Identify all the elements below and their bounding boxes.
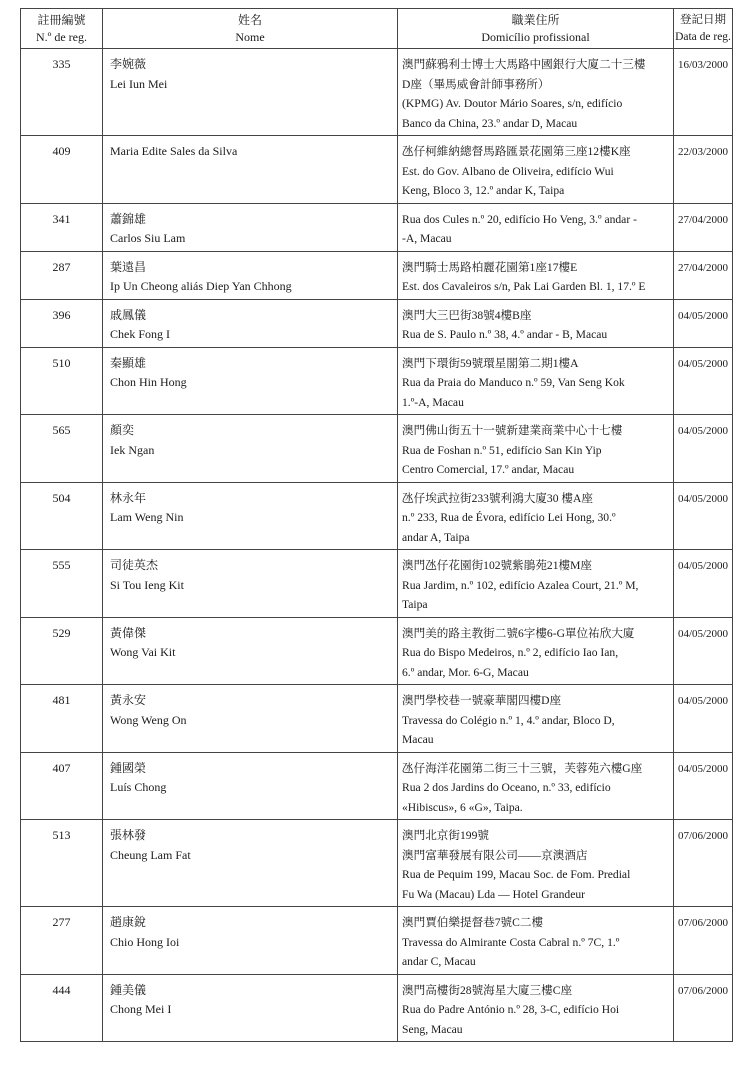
date-cell xyxy=(674,482,733,550)
table-row xyxy=(21,685,733,753)
address-line: 澳門佛山街五十一號新建業商業中心十七樓 xyxy=(402,424,623,437)
reg-number: 277 xyxy=(52,915,71,929)
address-line: 澳門富華發展有限公司——京澳酒店 xyxy=(402,848,588,862)
address-line: 1.º-A, Macau xyxy=(402,395,464,409)
table-row xyxy=(21,752,733,820)
header-name-pt: Nome xyxy=(235,30,265,44)
name-cell xyxy=(103,482,398,550)
name-portuguese: Si Tou Ieng Kit xyxy=(110,577,184,592)
address-cell xyxy=(398,907,674,975)
table-row xyxy=(21,820,733,907)
table-row xyxy=(21,203,733,251)
name-cell xyxy=(103,752,398,820)
name-portuguese: Ip Un Cheong aliás Diep Yan Chhong xyxy=(110,279,292,293)
address-line: n.º 233, Rua de Évora, edifício Lei Hong, 30.º xyxy=(402,511,616,524)
address-line: andar A, Taipa xyxy=(402,530,470,544)
name-portuguese: Luís Chong xyxy=(110,780,167,794)
registration-date: 07/06/2000 xyxy=(677,984,729,997)
registration-date: 04/05/2000 xyxy=(677,309,729,322)
header-name-zh: 姓名 xyxy=(237,13,262,27)
name-cell xyxy=(103,685,398,753)
address-cell xyxy=(398,617,674,685)
reg-number: 341 xyxy=(52,211,71,226)
address-line: Rua do Bispo Medeiros, n.º 2, edifício Iao Ian, xyxy=(402,646,619,659)
name-chinese: 葉遠昌 xyxy=(110,259,147,274)
name-cell xyxy=(103,974,398,1042)
address-line: 澳門氹仔花園街102號紫鵑苑21樓M座 xyxy=(402,559,593,572)
name-portuguese: Lam Weng Nin xyxy=(110,510,184,524)
date-cell xyxy=(674,415,733,483)
reg-number: 287 xyxy=(52,259,71,274)
reg-number: 396 xyxy=(52,307,71,322)
date-cell xyxy=(674,299,733,347)
date-cell xyxy=(674,136,733,204)
name-chinese: 鍾美儀 xyxy=(110,982,147,997)
registry-table xyxy=(20,8,733,1042)
address-line: Est. dos Cavaleiros s/n, Pak Lai Garden Bl. 1, 17.º E xyxy=(402,280,646,293)
name-chinese: 黃偉傑 xyxy=(110,625,147,640)
registration-date: 07/06/2000 xyxy=(677,917,729,929)
header-address-pt: Domicílio profissional xyxy=(481,30,590,44)
table-row xyxy=(21,299,733,347)
table-header xyxy=(21,9,733,49)
address-line: Taipa xyxy=(402,598,428,611)
address-cell xyxy=(398,482,674,550)
reg-number: 565 xyxy=(52,423,71,437)
name-portuguese: Carlos Siu Lam xyxy=(110,231,186,245)
name-portuguese: Lei Iun Mei xyxy=(110,76,168,91)
reg-number: 335 xyxy=(52,57,71,71)
address-line: 澳門學校巷一號豪華閣四樓D座 xyxy=(402,694,562,707)
reg-number: 407 xyxy=(52,760,71,775)
reg-number-cell xyxy=(21,299,103,347)
address-line: (KPMG) Av. Doutor Mário Soares, s/n, edifício xyxy=(402,97,623,110)
reg-number-cell xyxy=(21,752,103,820)
address-cell xyxy=(398,203,674,251)
address-line: Rua do Padre António n.º 28, 3-C, edifício Hoi xyxy=(402,1003,620,1016)
reg-number-cell xyxy=(21,415,103,483)
date-cell xyxy=(674,347,733,415)
name-cell xyxy=(103,907,398,975)
date-cell xyxy=(674,907,733,975)
address-line: Seng, Macau xyxy=(402,1022,463,1036)
address-cell xyxy=(398,415,674,483)
address-line: 6.º andar, Mor. 6-G, Macau xyxy=(402,665,529,679)
address-line: Banco da China, 23.º andar D, Macau xyxy=(402,116,578,130)
registration-date: 04/05/2000 xyxy=(677,627,729,640)
reg-number: 510 xyxy=(52,355,71,370)
date-cell xyxy=(674,49,733,136)
name-cell xyxy=(103,820,398,907)
header-address-zh: 職業住所 xyxy=(511,13,560,27)
date-cell xyxy=(674,203,733,251)
table-row xyxy=(21,482,733,550)
name-chinese: 戚鳳儀 xyxy=(110,307,147,322)
table-row xyxy=(21,49,733,136)
address-line: Travessa do Almirante Costa Cabral n.º 7C, 1.º xyxy=(402,935,620,949)
registration-date: 22/03/2000 xyxy=(677,146,729,158)
name-portuguese: Chong Mei I xyxy=(110,1002,172,1016)
name-chinese: 張林發 xyxy=(110,828,147,842)
header-date-zh: 登記日期 xyxy=(680,14,726,26)
registration-date: 04/05/2000 xyxy=(677,425,729,437)
name-cell xyxy=(103,49,398,136)
table-row xyxy=(21,415,733,483)
registration-date: 16/03/2000 xyxy=(677,59,729,71)
reg-number-cell xyxy=(21,347,103,415)
name-chinese: 李婉薇 xyxy=(110,57,147,71)
reg-number-cell xyxy=(21,49,103,136)
address-cell xyxy=(398,299,674,347)
reg-number-cell xyxy=(21,203,103,251)
header-name xyxy=(103,9,398,49)
name-cell xyxy=(103,299,398,347)
reg-number: 504 xyxy=(52,490,71,505)
address-line: 氹仔埃武拉街233號利鴻大廈30 樓A座 xyxy=(402,491,593,505)
address-line: andar C, Macau xyxy=(402,955,476,968)
address-cell xyxy=(398,820,674,907)
name-portuguese: Chek Fong I xyxy=(110,327,170,341)
name-chinese: 秦顯雄 xyxy=(110,355,147,370)
address-line: -A, Macau xyxy=(402,232,452,245)
date-cell xyxy=(674,752,733,820)
name-portuguese: Wong Weng On xyxy=(110,712,187,727)
address-line: Centro Comercial, 17.º andar, Macau xyxy=(402,463,575,476)
table-row xyxy=(21,550,733,618)
address-line: 澳門高樓街28號海星大廈三樓C座 xyxy=(402,983,573,997)
address-line: Rua Jardim, n.º 102, edifício Azalea Court, 21.º M, xyxy=(402,578,639,592)
registration-date: 04/05/2000 xyxy=(677,357,729,370)
table-row xyxy=(21,617,733,685)
reg-number: 409 xyxy=(52,144,71,158)
address-line: Est. do Gov. Albano de Oliveira, edifício Wui xyxy=(402,164,614,178)
address-line: D座（畢馬威會計師事務所） xyxy=(402,77,550,91)
address-cell xyxy=(398,974,674,1042)
reg-number: 513 xyxy=(52,828,71,842)
address-line: «Hibiscus», 6 «G», Taipa. xyxy=(402,800,523,814)
reg-number: 481 xyxy=(52,693,71,707)
reg-number: 444 xyxy=(52,982,71,997)
address-line: Rua dos Cules n.º 20, edifício Ho Veng, 3.º andar - xyxy=(402,212,637,226)
address-line: Fu Wa (Macau) Lda — Hotel Grandeur xyxy=(402,887,586,901)
table-body xyxy=(21,49,733,1042)
date-cell xyxy=(674,251,733,299)
address-line: 澳門騎士馬路柏麗花園第1座17樓E xyxy=(402,260,578,274)
address-cell xyxy=(398,136,674,204)
address-line: Rua de Pequim 199, Macau Soc. de Fom. Predial xyxy=(402,868,631,881)
name-chinese: 林永年 xyxy=(110,490,147,505)
name-cell xyxy=(103,203,398,251)
reg-number: 529 xyxy=(52,625,71,640)
address-line: 澳門大三巴街38號4樓B座 xyxy=(402,308,532,322)
address-cell xyxy=(398,752,674,820)
address-line: Keng, Bloco 3, 12.º andar K, Taipa xyxy=(402,184,565,197)
reg-number-cell xyxy=(21,685,103,753)
date-cell xyxy=(674,820,733,907)
header-reg-no-zh: 註冊編號 xyxy=(37,13,86,27)
address-line: 澳門下環街59號環星閣第二期1樓A xyxy=(402,356,579,370)
reg-number-cell xyxy=(21,482,103,550)
address-line: Rua de S. Paulo n.º 38, 4.º andar - B, Macau xyxy=(402,328,608,341)
table-row xyxy=(21,347,733,415)
table-row xyxy=(21,974,733,1042)
header-date-pt: Data de reg. xyxy=(675,31,731,43)
registration-date: 04/05/2000 xyxy=(677,762,729,775)
name-chinese: 趙康銳 xyxy=(110,915,147,929)
registration-date: 04/05/2000 xyxy=(677,695,729,707)
reg-number-cell xyxy=(21,550,103,618)
reg-number: 555 xyxy=(52,558,71,572)
name-cell xyxy=(103,347,398,415)
address-line: Macau xyxy=(402,733,434,746)
address-cell xyxy=(398,251,674,299)
name-chinese: 蕭錦雄 xyxy=(110,211,147,226)
name-portuguese: Cheung Lam Fat xyxy=(110,847,191,862)
name-cell xyxy=(103,550,398,618)
reg-number-cell xyxy=(21,974,103,1042)
date-cell xyxy=(674,550,733,618)
name-portuguese: Iek Ngan xyxy=(110,442,155,457)
address-line: Rua da Praia do Manduco n.º 59, Van Seng Kok xyxy=(402,376,625,389)
table-row xyxy=(21,907,733,975)
address-line: 澳門賈伯樂提督巷7號C二樓 xyxy=(402,916,544,929)
address-cell xyxy=(398,550,674,618)
address-line: 澳門北京街199號 xyxy=(402,829,489,842)
date-cell xyxy=(674,974,733,1042)
name-portuguese: Chon Hin Hong xyxy=(110,375,187,389)
address-line: 氹仔柯維納總督馬路匯景花園第三座12樓K座 xyxy=(402,145,631,158)
address-line: Travessa do Colégio n.º 1, 4.º andar, Bloco D, xyxy=(402,713,615,727)
address-cell xyxy=(398,685,674,753)
date-cell xyxy=(674,617,733,685)
table-row xyxy=(21,251,733,299)
registration-date: 27/04/2000 xyxy=(677,261,729,274)
reg-number-cell xyxy=(21,617,103,685)
name-portuguese: Wong Vai Kit xyxy=(110,645,176,659)
name-chinese: Maria Edite Sales da Silva xyxy=(110,144,238,158)
reg-number-cell xyxy=(21,820,103,907)
table-row xyxy=(21,136,733,204)
reg-number-cell xyxy=(21,136,103,204)
header-reg-no xyxy=(21,9,103,49)
name-chinese: 司徒英杰 xyxy=(110,558,159,572)
header-address xyxy=(398,9,674,49)
registration-date: 07/06/2000 xyxy=(677,830,729,842)
date-cell xyxy=(674,685,733,753)
registration-date: 04/05/2000 xyxy=(677,560,729,572)
name-chinese: 顏奕 xyxy=(110,423,135,437)
reg-number-cell xyxy=(21,251,103,299)
name-chinese: 鍾國榮 xyxy=(110,760,147,775)
name-cell xyxy=(103,415,398,483)
name-cell xyxy=(103,251,398,299)
address-cell xyxy=(398,347,674,415)
reg-number-cell xyxy=(21,907,103,975)
name-cell xyxy=(103,617,398,685)
name-portuguese: Chio Hong Ioi xyxy=(110,934,180,949)
address-line: 澳門蘇鴉利士博士大馬路中國銀行大廈二十三樓 xyxy=(402,58,646,71)
address-line: Rua 2 dos Jardins do Oceano, n.º 33, edifício xyxy=(402,781,611,794)
header-reg-no-pt: N.º de reg. xyxy=(35,30,88,44)
address-line: 氹仔海洋花園第二街三十三號，芙蓉苑六樓G座 xyxy=(402,761,643,775)
header-date xyxy=(674,9,733,49)
address-line: 澳門美的路主教街二號6字樓6-G單位祐欣大廈 xyxy=(402,626,635,640)
address-line: Rua de Foshan n.º 51, edifício San Kin Yip xyxy=(402,443,602,457)
name-chinese: 黃永安 xyxy=(110,693,147,707)
registration-date: 27/04/2000 xyxy=(677,213,729,226)
registration-date: 04/05/2000 xyxy=(677,492,729,505)
registry-table-container xyxy=(20,8,732,1042)
address-cell xyxy=(398,49,674,136)
name-cell xyxy=(103,136,398,204)
